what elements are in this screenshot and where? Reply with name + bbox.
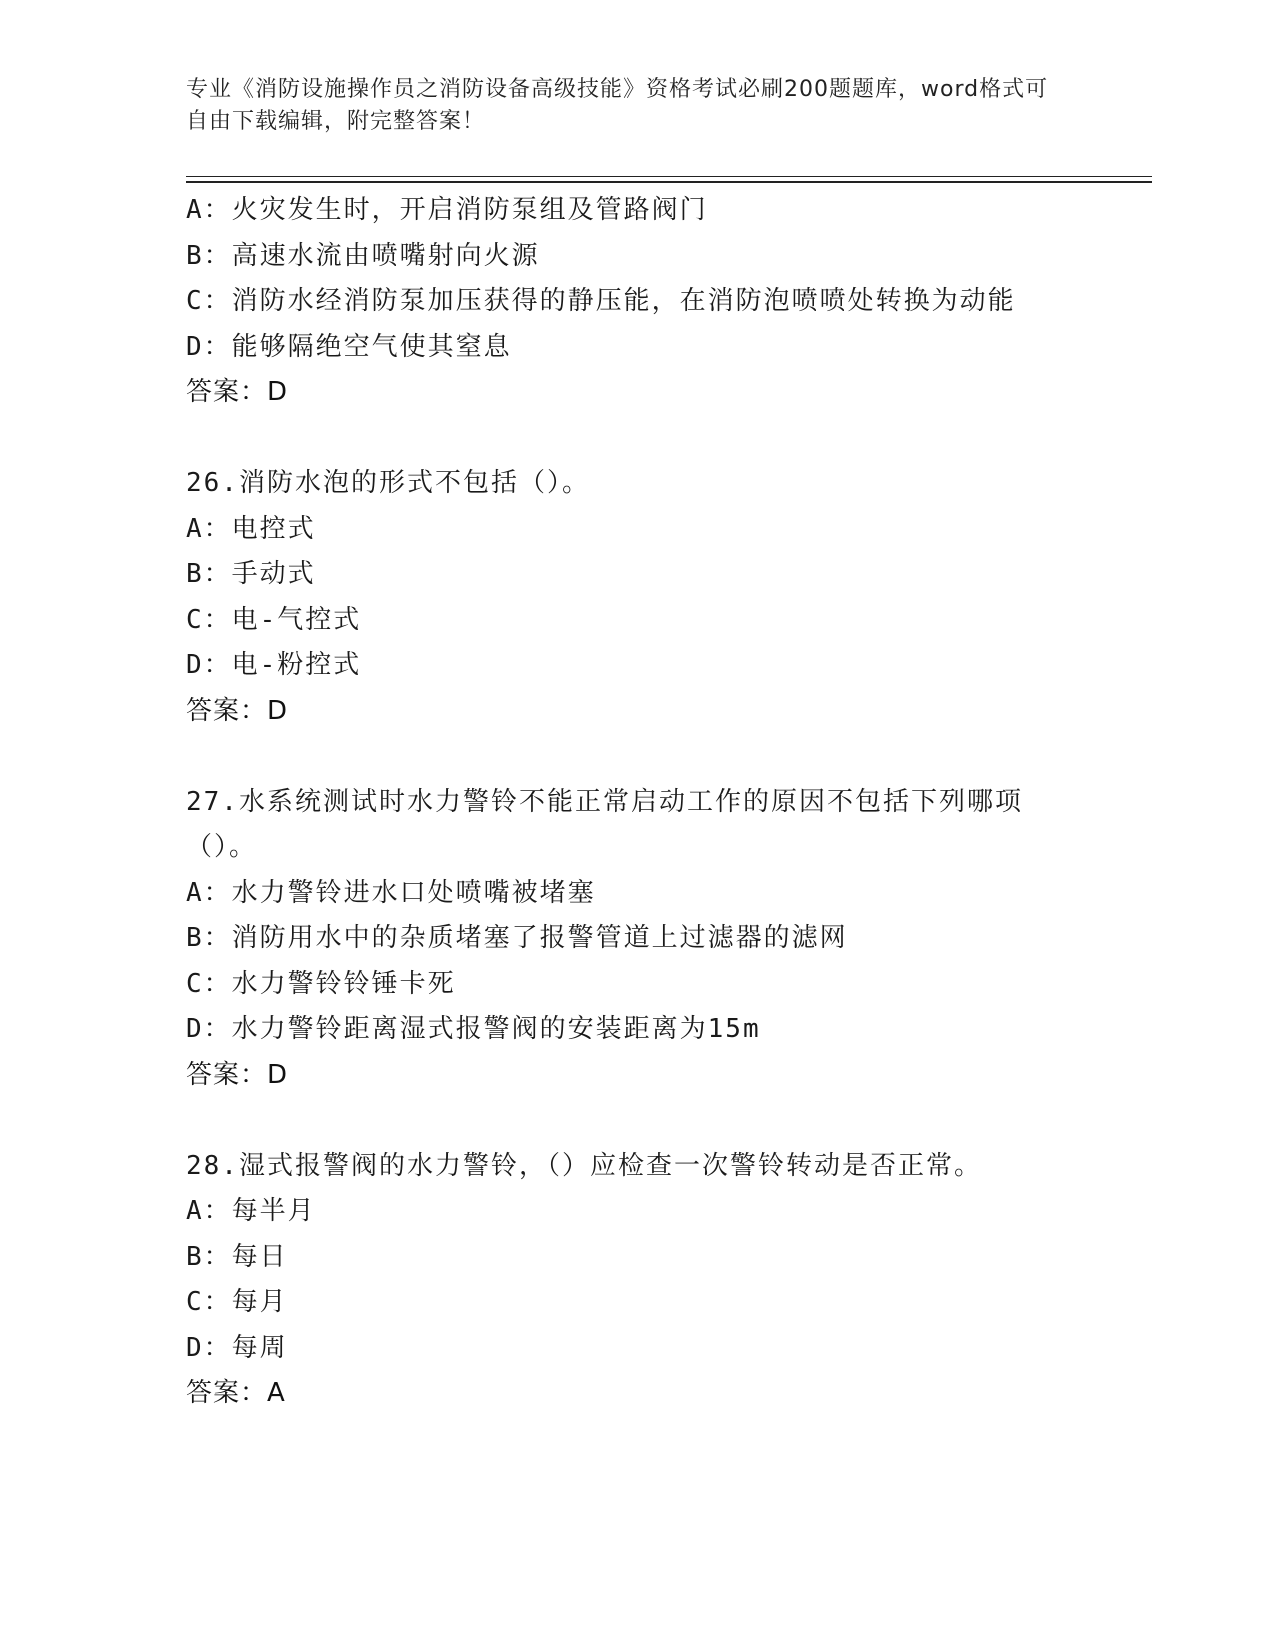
answer-line: 答案：A xyxy=(186,1378,286,1408)
question-block-28 xyxy=(186,1144,1086,1417)
option-d: D：能够隔绝空气使其窒息 xyxy=(186,331,512,362)
document-header: 专业《消防设施操作员之消防设备高级技能》资格考试必刷200题题库，word格式可自由下载编辑，附完整答案！ xyxy=(186,77,1049,134)
option-a: A：电控式 xyxy=(186,513,316,544)
answer-line: 答案：D xyxy=(186,695,289,726)
option-c: C：每月 xyxy=(186,1287,288,1317)
question-list xyxy=(186,188,1086,1417)
option-a: A：火灾发生时，开启消防泵组及管路阀门 xyxy=(186,195,708,225)
option-b: B：每日 xyxy=(186,1241,288,1272)
option-d: D：水力警铃距离湿式报警阀的安装距离为15m xyxy=(186,1014,761,1044)
question-block-26 xyxy=(186,461,1086,734)
option-b: B：消防用水中的杂质堵塞了报警管道上过滤器的滤网 xyxy=(186,923,848,953)
spacer xyxy=(186,416,1086,462)
option-b: B：手动式 xyxy=(186,559,316,589)
answer-line: 答案：D xyxy=(186,377,289,407)
answer-line: 答案：D xyxy=(186,1059,289,1090)
question-title: 26.消防水泡的形式不包括（）。 xyxy=(186,468,590,498)
option-b: B：高速水流由喷嘴射向火源 xyxy=(186,240,540,271)
question-title: 28.湿式报警阀的水力警铃，（）应检查一次警铃转动是否正常。 xyxy=(186,1150,982,1181)
spacer xyxy=(186,1098,1086,1144)
spacer xyxy=(186,734,1086,780)
question-block-partial xyxy=(186,188,1086,416)
option-d: D：每周 xyxy=(186,1332,288,1363)
option-c: C：水力警铃铃锤卡死 xyxy=(186,968,456,999)
option-c: C：电-气控式 xyxy=(186,604,362,635)
option-a: A：每半月 xyxy=(186,1196,316,1226)
option-a: A：水力警铃进水口处喷嘴被堵塞 xyxy=(186,877,596,908)
header-rule-thick xyxy=(186,181,1152,183)
option-d: D：电-粉控式 xyxy=(186,650,362,680)
question-block-27 xyxy=(186,780,1086,1099)
header-rule-thin xyxy=(186,176,1152,177)
option-c: C：消防水经消防泵加压获得的静压能，在消防泡喷喷处转换为动能 xyxy=(186,286,1016,316)
question-title: 27.水系统测试时水力警铃不能正常启动工作的原因不包括下列哪项（）。 xyxy=(186,786,1023,862)
